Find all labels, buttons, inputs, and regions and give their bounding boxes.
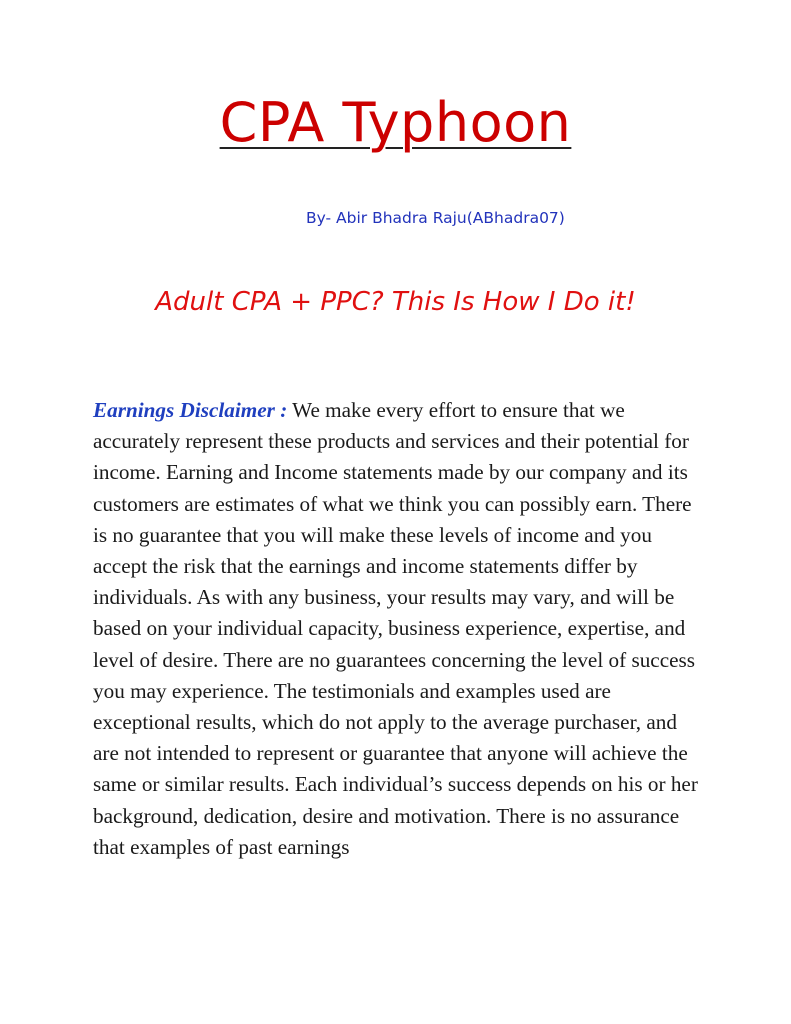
disclaimer-text: We make every effort to ensure that we accurately represent these products and services and their potential for income. Earning and Income statements made by our company and its customers are estimates of what we think you can possibly earn. There is no guarantee that you will make these levels of income and you accept the risk that the earnings and income statements differ by individuals. As with any business, your results may vary, and will be based on your individual capacity, business experience, expertise, and level of desire. There are no guarantees concerning the level of success you may experience. The testimonials and examples used are exceptional results, which do not apply to the average purchaser, and are not intended to represent or guarantee that anyone will achieve the same or similar results. Each individual’s success depends on his or her background, dedication, desire and motivation. There is no assurance that examples of past earnings	[93, 398, 698, 859]
earnings-disclaimer-paragraph	[93, 395, 705, 863]
document-subtitle: Adult CPA + PPC? This Is How I Do it!	[155, 287, 636, 317]
disclaimer-label: Earnings Disclaimer :	[93, 398, 288, 422]
document-title: CPA Typhoon	[219, 91, 572, 154]
author-byline: By- Abir Bhadra Raju(ABhadra07)	[306, 209, 565, 227]
